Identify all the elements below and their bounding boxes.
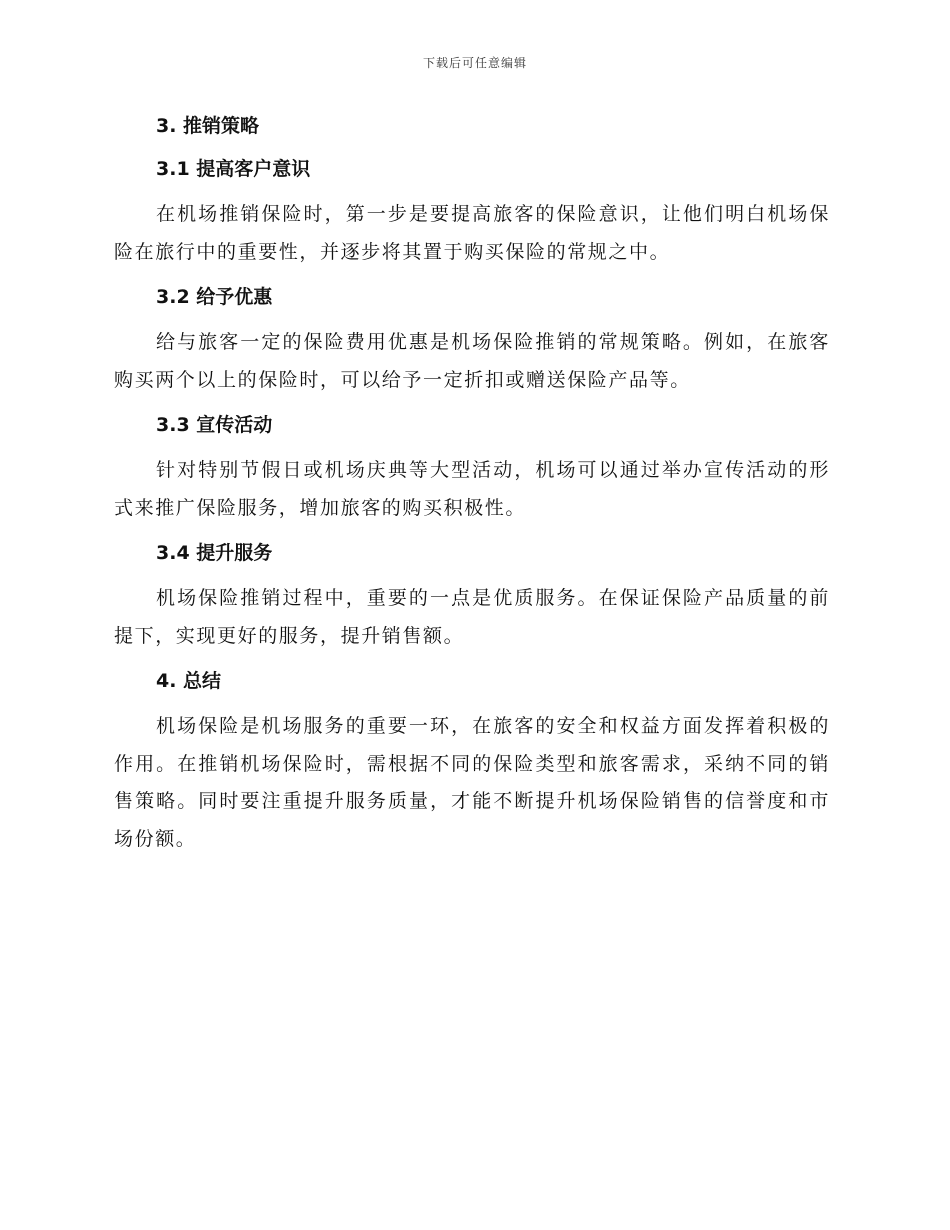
document-body: [114, 110, 830, 868]
section-paragraph-3-3: 针对特别节假日或机场庆典等大型活动，机场可以通过举办宣传活动的形式来推广保险服务，增加旅客的购买积极性。: [114, 459, 830, 519]
page-header-note: 下载后可任意编辑: [422, 56, 527, 70]
section-heading-3-1: 3.1 提高客户意识: [156, 158, 311, 180]
section-heading-3-3: 3.3 宣传活动: [156, 414, 273, 436]
section-heading-3-2: 3.2 给予优惠: [156, 286, 273, 308]
section-heading-strategy: 3. 推销策略: [156, 115, 260, 137]
section-paragraph-3-4: 机场保险推销过程中，重要的一点是优质服务。在保证保险产品质量的前提下，实现更好的服务，提升销售额。: [114, 587, 830, 647]
section-paragraph-3-1: 在机场推销保险时，第一步是要提高旅客的保险意识，让他们明白机场保险在旅行中的重要性，并逐步将其置于购买保险的常规之中。: [114, 203, 830, 263]
section-heading-summary: 4. 总结: [156, 670, 222, 692]
section-heading-3-4: 3.4 提升服务: [156, 542, 273, 564]
section-paragraph-3-2: 给与旅客一定的保险费用优惠是机场保险推销的常规策略。例如，在旅客购买两个以上的保险时，可以给予一定折扣或赠送保险产品等。: [114, 331, 830, 391]
section-paragraph-summary: 机场保险是机场服务的重要一环，在旅客的安全和权益方面发挥着积极的作用。在推销机场保险时，需根据不同的保险类型和旅客需求，采纳不同的销售策略。同时要注重提升服务质量，才能不断提升机场保险销售的信誉度和市场份额。: [114, 715, 830, 850]
